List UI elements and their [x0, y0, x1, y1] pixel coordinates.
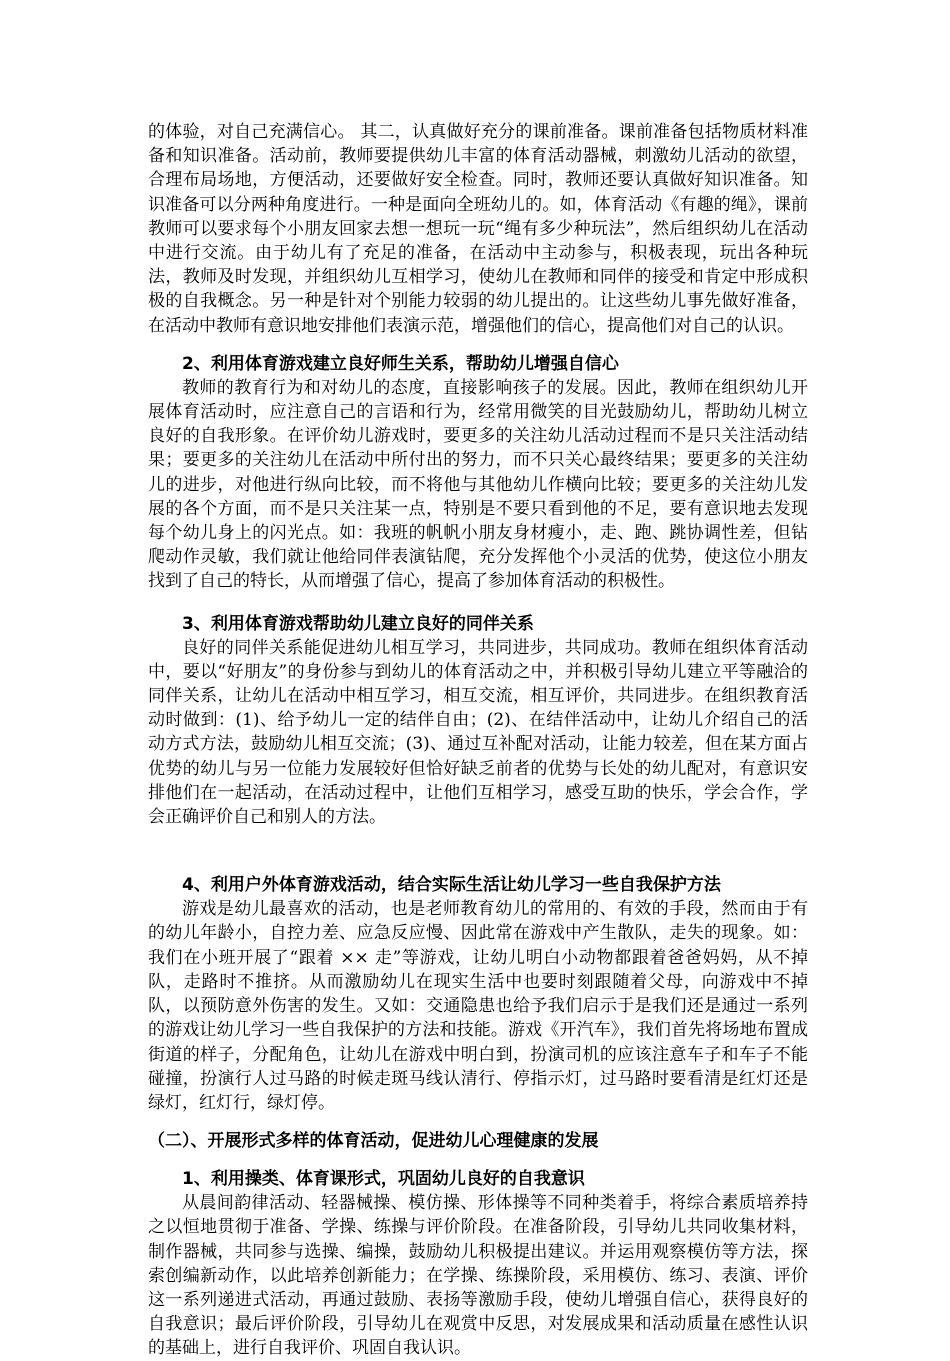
paragraph-self-confidence-preparation: 的体验，对自己充满信心。 其二，认真做好充分的课前准备。课前准备包括物质材料准备和知识准备。活动前，教师要提供幼儿丰富的体育活动器械，刺激幼儿活动的欲望，合理布局场地，方便活动，还要做好安全检查。同时，教师还要认真做好知识准备。知识准备可以分两种角度进行。一种是面向全班幼儿的。如，体育活动《有趣的绳》，课前教师可以要求每个小朋友回家去想一想玩一玩“绳有多少种玩法”，然后组织幼儿在活动中进行交流。由于幼儿有了充足的准备，在活动中主动参与，积极表现，玩出各种玩法，教师及时发现，并组织幼儿互相学习，使幼儿在教师和同伴的接受和肯定中形成积极的自我概念。另一种是针对个别能力较弱的幼儿提出的。让这些幼儿事先做好准备，在活动中教师有意识地安排他们表演示范，增强他们的信心，提高他们对自己的认识。: [148, 122, 808, 336]
paragraph-gap: [148, 594, 808, 612]
paragraph-self-protection: 游戏是幼儿最喜欢的活动，也是老师教育幼儿的常用的、有效的手段，然而由于有的幼儿年龄小，自控力差、应急反应慢、因此常在游戏中产生散队，走失的现象。如：我们在小班开展了“跟着 ×× 走”等游戏，让幼儿明白小动物都跟着爸爸妈妈，从不掉队，走路时不推挤。从而激励幼儿在现实生活中也要时刻跟随着父母，向游戏中不掉队，以预防意外伤害的发生。又如：交通隐患也给予我们启示于是我们还是通过一系列的游戏让幼儿学习一些自我保护的方法和技能。游戏《开汽车》，我们首先将场地布置成街道的样子，分配角色，让幼儿在游戏中明白到，扮演司机的应该注意车子和车子不能碰撞，扮演行人过马路的时候走斑马线认清行、停指示灯，过马路时要看清是红灯还是绿灯，红灯行，绿灯停。: [148, 899, 808, 1113]
paragraph-teacher-child-relationship: 教师的教育行为和对幼儿的态度，直接影响孩子的发展。因此，教师在组织幼儿开展体育活动时，应注意自己的言语和行为，经常用微笑的目光鼓励幼儿，帮助幼儿树立良好的自我形象。在评价幼儿游戏时，要更多的关注幼儿活动过程而不是只关注活动结果；要更多的关注幼儿在活动中所付出的努力，而不只关心最终结果；要更多的关注幼儿的进步，对他进行纵向比较，而不将他与其他幼儿作横向比较；要更多的关注幼儿发展的各个方面，而不是只关注某一点，特别是不要只看到他的不足，要有意识地去发现每个幼儿身上的闪光点。如：我班的帆帆小朋友身材瘦小，走、跑、跳协调性差，但钻爬动作灵敏，我们就让他给同伴表演钻爬，充分发挥他个小灵活的优势，使这位小朋友找到了自己的特长，从而增强了信心，提高了参加体育活动的积极性。: [148, 377, 808, 592]
paragraph-gap: [148, 1115, 808, 1129]
paragraph-gap: [148, 829, 808, 873]
section-heading-2: 2、利用体育游戏建立良好师生关系，帮助幼儿增强自信心: [182, 353, 619, 374]
section-heading-4: 4、利用户外体育游戏活动，结合实际生活让幼儿学习一些自我保护方法: [182, 875, 721, 896]
paragraph-peer-relationship: 良好的同伴关系能促进幼儿相互学习，共同进步，共同成功。教师在组织体育活动中，要以“好朋友”的身份参与到幼儿的体育活动之中，并积极引导幼儿建立平等融洽的同伴关系，让幼儿在活动中相互学习，相互交流，相互评价，共同进步。在组织教育活动时做到：(1)、给予幼儿一定的结伴自由；(2)、在结伴活动中，让幼儿介绍自己的活动方式方法，鼓励幼儿相互交流；(3)、通过互补配对活动，让能力较差，但在某方面占优势的幼儿与另一位能力发展较好但恰好缺乏前者的优势与长处的幼儿配对，有意识安排他们在一起活动，在活动过程中，让他们互相学习，感受互助的快乐，学会合作，学会正确评价自己和别人的方法。: [148, 637, 808, 828]
section-heading-3: 3、利用体育游戏帮助幼儿建立良好的同伴关系: [182, 613, 534, 634]
paragraph-gap: [148, 1153, 808, 1167]
section-heading-part-two: （二）、开展形式多样的体育活动，促进幼儿心理健康的发展: [148, 1131, 599, 1152]
document-body: [148, 120, 808, 1361]
section-heading-2-1: 1、利用操类、体育课形式，巩固幼儿良好的自我意识: [182, 1169, 585, 1190]
paragraph-gap: [148, 338, 808, 352]
paragraph-exercise-self-awareness: 从晨间韵律活动、轻器械操、模仿操、形体操等不同种类着手，将综合素质培养持之以恒地贯彻于准备、学操、练操与评价阶段。在准备阶段，引导幼儿共同收集材料，制作器械，共同参与选操、编操，鼓励幼儿积极提出建议。并运用观察模仿等方法，探索创编新动作，以此培养创新能力；在学操、练操阶段，采用模仿、练习、表演、评价这一系列递进式活动，再通过鼓励、表扬等激励手段，使幼儿增强自信心，获得良好的自我意识；最后评价阶段，引导幼儿在观赏中反思，对发展成果和活动质量在感性认识的基础上，进行自我评价、巩固自我认识。: [148, 1193, 808, 1359]
